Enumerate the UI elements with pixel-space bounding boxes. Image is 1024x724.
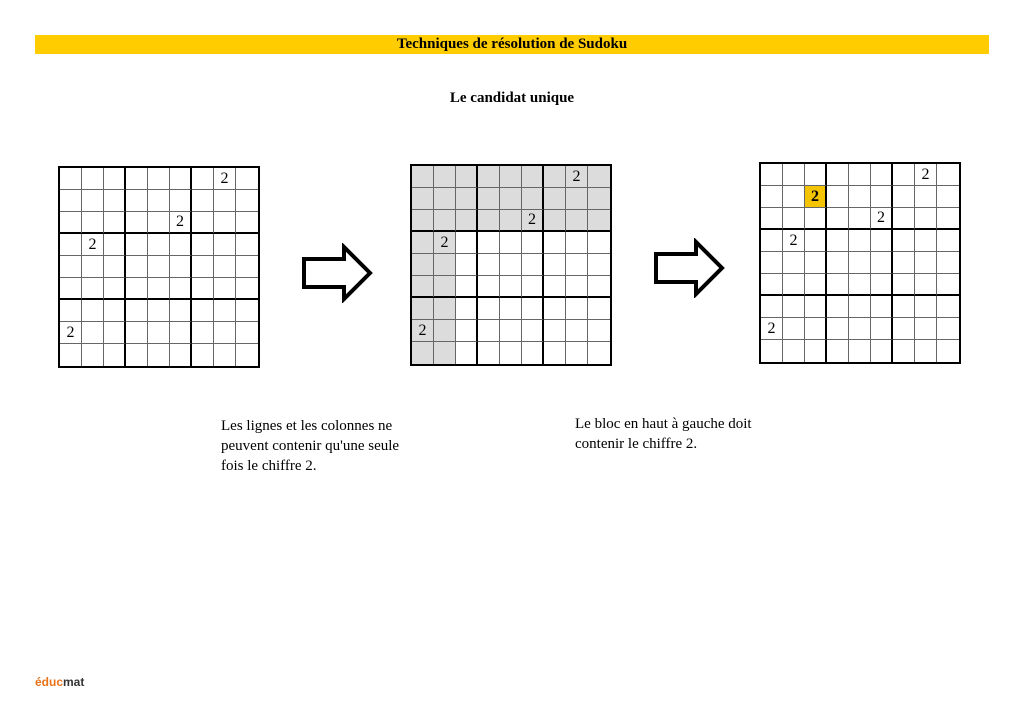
- sudoku-cell: [827, 252, 849, 274]
- sudoku-cell: [500, 210, 522, 232]
- sudoku-cell: [544, 166, 566, 188]
- sudoku-cell: [805, 296, 827, 318]
- sudoku-cell: [192, 344, 214, 366]
- sudoku-cell: [805, 208, 827, 230]
- sudoku-cell: [412, 254, 434, 276]
- sudoku-cell: [849, 274, 871, 296]
- sudoku-cell: [456, 166, 478, 188]
- sudoku-cell: [544, 276, 566, 298]
- sudoku-cell: [871, 186, 893, 208]
- sudoku-cell: [915, 230, 937, 252]
- sudoku-cell: [588, 232, 610, 254]
- sudoku-cell: [236, 212, 258, 234]
- sudoku-cell: [783, 186, 805, 208]
- sudoku-cell: [126, 190, 148, 212]
- sudoku-cell: [871, 164, 893, 186]
- sudoku-cell: [588, 342, 610, 364]
- sudoku-cell: [236, 234, 258, 256]
- sudoku-cell: [214, 234, 236, 256]
- sudoku-cell: [478, 276, 500, 298]
- sudoku-cell: [126, 278, 148, 300]
- sudoku-cell: [915, 318, 937, 340]
- sudoku-cell: [434, 320, 456, 342]
- sudoku-cell: [214, 322, 236, 344]
- sudoku-cell: [937, 164, 959, 186]
- sudoku-cell: [82, 300, 104, 322]
- sudoku-cell: [937, 230, 959, 252]
- sudoku-cell: [827, 186, 849, 208]
- sudoku-cell: [827, 274, 849, 296]
- sudoku-cell: [937, 318, 959, 340]
- sudoku-cell: [849, 252, 871, 274]
- sudoku-grid-shaded: [410, 164, 612, 366]
- sudoku-cell: [456, 298, 478, 320]
- sudoku-cell: [192, 190, 214, 212]
- sudoku-cell: [500, 254, 522, 276]
- sudoku-cell: [82, 256, 104, 278]
- sudoku-cell: [214, 278, 236, 300]
- logo-part-educ: éduc: [35, 675, 64, 689]
- sudoku-cell: [761, 186, 783, 208]
- sudoku-cell-given: 2: [783, 230, 805, 252]
- sudoku-cell: [827, 318, 849, 340]
- sudoku-cell-given: 2: [60, 322, 82, 344]
- sudoku-cell: [104, 300, 126, 322]
- sudoku-cell: [170, 168, 192, 190]
- sudoku-cell: [434, 276, 456, 298]
- sudoku-cell: [236, 300, 258, 322]
- sudoku-cell: [849, 318, 871, 340]
- educmat-logo: [35, 675, 84, 689]
- sudoku-cell: [478, 298, 500, 320]
- sudoku-cell: [566, 232, 588, 254]
- sudoku-cell: [148, 168, 170, 190]
- sudoku-cell: [937, 340, 959, 362]
- sudoku-cell: [522, 342, 544, 364]
- logo-part-mat: mat: [63, 675, 85, 689]
- sudoku-cell: [566, 254, 588, 276]
- sudoku-cell: [412, 342, 434, 364]
- sudoku-cell: [827, 164, 849, 186]
- sudoku-cell: [783, 318, 805, 340]
- sudoku-cell: [60, 168, 82, 190]
- sudoku-cell: [871, 296, 893, 318]
- sudoku-cell: [915, 296, 937, 318]
- page-title: Techniques de résolution de Sudoku: [396, 36, 628, 52]
- sudoku-cell: [170, 322, 192, 344]
- sudoku-cell: [500, 342, 522, 364]
- sudoku-cell: [937, 296, 959, 318]
- sudoku-cell: [60, 278, 82, 300]
- sudoku-cell: [522, 298, 544, 320]
- sudoku-cell: [148, 344, 170, 366]
- sudoku-cell: [126, 256, 148, 278]
- sudoku-cell: [170, 234, 192, 256]
- sudoku-cell: [104, 278, 126, 300]
- sudoku-cell-given: 2: [412, 320, 434, 342]
- sudoku-cell: [192, 256, 214, 278]
- sudoku-cell: [82, 322, 104, 344]
- sudoku-cell: [566, 276, 588, 298]
- sudoku-cell: [126, 212, 148, 234]
- sudoku-cell: [827, 340, 849, 362]
- sudoku-cell: [434, 298, 456, 320]
- sudoku-cell: [566, 188, 588, 210]
- sudoku-cell: [849, 208, 871, 230]
- sudoku-cell: [82, 190, 104, 212]
- sudoku-cell: [434, 254, 456, 276]
- sudoku-cell: [937, 274, 959, 296]
- sudoku-cell: [544, 320, 566, 342]
- sudoku-cell: [104, 256, 126, 278]
- sudoku-cell: [544, 298, 566, 320]
- arrow-right-icon: [652, 238, 727, 298]
- sudoku-cell: [148, 256, 170, 278]
- sudoku-cell: [456, 342, 478, 364]
- sudoku-cell: [893, 186, 915, 208]
- sudoku-cell: [148, 212, 170, 234]
- sudoku-cell: [915, 186, 937, 208]
- sudoku-cell-given: 2: [434, 232, 456, 254]
- sudoku-cell: [126, 322, 148, 344]
- sudoku-cell: [82, 212, 104, 234]
- sudoku-cell: [588, 276, 610, 298]
- sudoku-cell: [915, 208, 937, 230]
- sudoku-cell: [60, 344, 82, 366]
- sudoku-cell: [761, 208, 783, 230]
- sudoku-cell-given: 2: [761, 318, 783, 340]
- sudoku-cell: [522, 188, 544, 210]
- sudoku-cell: [893, 296, 915, 318]
- sudoku-cell: [893, 318, 915, 340]
- sudoku-cell: [192, 168, 214, 190]
- sudoku-cell-given: 2: [566, 166, 588, 188]
- sudoku-cell: [761, 252, 783, 274]
- sudoku-cell: [412, 232, 434, 254]
- sudoku-cell: [126, 234, 148, 256]
- sudoku-cell: [104, 344, 126, 366]
- sudoku-cell: [82, 168, 104, 190]
- sudoku-cell: [214, 190, 236, 212]
- sudoku-cell: [214, 212, 236, 234]
- sudoku-cell: [60, 190, 82, 212]
- sudoku-cell: [827, 296, 849, 318]
- sudoku-cell: [761, 274, 783, 296]
- sudoku-cell-given: 2: [82, 234, 104, 256]
- sudoku-cell: [126, 344, 148, 366]
- sudoku-cell: [871, 274, 893, 296]
- sudoku-cell: [893, 252, 915, 274]
- sudoku-cell: [893, 230, 915, 252]
- sudoku-cell: [500, 188, 522, 210]
- sudoku-cell: [544, 232, 566, 254]
- sudoku-cell: [434, 166, 456, 188]
- sudoku-grid-solved: [759, 162, 961, 364]
- sudoku-cell: [783, 296, 805, 318]
- sudoku-cell: [871, 252, 893, 274]
- sudoku-cell: [104, 322, 126, 344]
- sudoku-cell: [849, 230, 871, 252]
- sudoku-cell: [522, 254, 544, 276]
- sudoku-cell: [170, 190, 192, 212]
- sudoku-cell: [412, 166, 434, 188]
- sudoku-cell: [236, 344, 258, 366]
- sudoku-cell: [192, 278, 214, 300]
- sudoku-cell: [478, 342, 500, 364]
- sudoku-cell: [148, 300, 170, 322]
- sudoku-cell: [544, 254, 566, 276]
- sudoku-cell: [500, 298, 522, 320]
- sudoku-cell: [82, 344, 104, 366]
- sudoku-cell: [827, 230, 849, 252]
- sudoku-cell: [522, 166, 544, 188]
- sudoku-cell: [192, 234, 214, 256]
- sudoku-cell: [104, 234, 126, 256]
- sudoku-cell: [236, 322, 258, 344]
- sudoku-cell: [148, 322, 170, 344]
- sudoku-cell: [236, 256, 258, 278]
- sudoku-cell: [783, 164, 805, 186]
- sudoku-cell: [805, 318, 827, 340]
- sudoku-cell: [126, 300, 148, 322]
- sudoku-cell: [783, 340, 805, 362]
- sudoku-cell: [236, 278, 258, 300]
- sudoku-cell: [214, 256, 236, 278]
- sudoku-cell-given: 2: [915, 164, 937, 186]
- sudoku-cell-given: 2: [871, 208, 893, 230]
- sudoku-cell: [478, 320, 500, 342]
- sudoku-cell: [588, 320, 610, 342]
- sudoku-cell: [871, 340, 893, 362]
- sudoku-cell: [805, 164, 827, 186]
- sudoku-cell: [588, 254, 610, 276]
- sudoku-cell: [412, 298, 434, 320]
- sudoku-cell: [805, 340, 827, 362]
- sudoku-cell: [412, 210, 434, 232]
- sudoku-cell: [148, 278, 170, 300]
- sudoku-cell: [170, 300, 192, 322]
- sudoku-cell: [566, 210, 588, 232]
- sudoku-cell: [148, 190, 170, 212]
- sudoku-cell: [783, 252, 805, 274]
- arrow-right-icon: [300, 243, 375, 303]
- sudoku-cell: [412, 276, 434, 298]
- caption-block-result: Le bloc en haut à gauche doit contenir le chiffre 2.: [575, 416, 752, 452]
- sudoku-cell: [478, 188, 500, 210]
- sudoku-cell: [871, 318, 893, 340]
- sudoku-cell: [478, 166, 500, 188]
- sudoku-cell: [915, 252, 937, 274]
- caption-rows-columns: Les lignes et les colonnes ne peuvent contenir qu'une seule fois le chiffre 2.: [221, 418, 400, 474]
- sudoku-cell: [522, 276, 544, 298]
- page-title-banner: [35, 35, 989, 54]
- sudoku-cell: [827, 208, 849, 230]
- sudoku-cell: [761, 340, 783, 362]
- sudoku-cell: [456, 210, 478, 232]
- sudoku-cell: [588, 210, 610, 232]
- sudoku-cell: [104, 190, 126, 212]
- sudoku-cell: [192, 322, 214, 344]
- sudoku-cell: [500, 320, 522, 342]
- sudoku-cell: [236, 190, 258, 212]
- sudoku-cell: [893, 208, 915, 230]
- sudoku-cell: [434, 342, 456, 364]
- sudoku-cell: [236, 168, 258, 190]
- sudoku-cell: [544, 188, 566, 210]
- sudoku-cell: [170, 256, 192, 278]
- sudoku-cell: [915, 340, 937, 362]
- sudoku-cell: [170, 278, 192, 300]
- sudoku-cell: [82, 278, 104, 300]
- sudoku-cell: [805, 274, 827, 296]
- sudoku-cell: [456, 232, 478, 254]
- sudoku-cell: [60, 300, 82, 322]
- sudoku-cell: [937, 186, 959, 208]
- sudoku-cell: [544, 210, 566, 232]
- sudoku-cell: [761, 164, 783, 186]
- sudoku-cell: [805, 252, 827, 274]
- sudoku-cell: [478, 254, 500, 276]
- sudoku-cell: [456, 320, 478, 342]
- sudoku-cell: [893, 340, 915, 362]
- sudoku-cell: [588, 298, 610, 320]
- sudoku-cell: [893, 274, 915, 296]
- sudoku-cell: [893, 164, 915, 186]
- sudoku-cell: [544, 342, 566, 364]
- sudoku-cell: [849, 186, 871, 208]
- sudoku-cell: [456, 188, 478, 210]
- sudoku-cell: [60, 256, 82, 278]
- sudoku-cell: [566, 320, 588, 342]
- sudoku-cell: [412, 188, 434, 210]
- sudoku-cell: [783, 208, 805, 230]
- sudoku-grid-initial: [58, 166, 260, 368]
- sudoku-cell: [104, 168, 126, 190]
- sudoku-cell: [849, 164, 871, 186]
- sudoku-cell: [761, 296, 783, 318]
- sudoku-cell: [456, 254, 478, 276]
- sudoku-cell: [148, 234, 170, 256]
- sudoku-cell: [192, 212, 214, 234]
- sudoku-cell: [60, 234, 82, 256]
- sudoku-cell-given: 2: [170, 212, 192, 234]
- sudoku-cell: [478, 210, 500, 232]
- sudoku-cell-highlighted: 2: [805, 186, 827, 208]
- sudoku-cell: [126, 168, 148, 190]
- sudoku-cell: [214, 300, 236, 322]
- sudoku-cell-given: 2: [522, 210, 544, 232]
- sudoku-cell: [456, 276, 478, 298]
- sudoku-cell: [522, 320, 544, 342]
- sudoku-cell: [805, 230, 827, 252]
- sudoku-cell: [588, 166, 610, 188]
- sudoku-cell: [500, 276, 522, 298]
- sudoku-cell: [566, 342, 588, 364]
- sudoku-cell: [915, 274, 937, 296]
- sudoku-cell: [170, 344, 192, 366]
- sudoku-cell: [783, 274, 805, 296]
- sudoku-cell: [434, 210, 456, 232]
- sudoku-cell: [937, 208, 959, 230]
- sudoku-cell: [60, 212, 82, 234]
- sudoku-cell: [522, 232, 544, 254]
- sudoku-cell: [192, 300, 214, 322]
- sudoku-cell: [434, 188, 456, 210]
- sudoku-cell: [500, 232, 522, 254]
- sudoku-cell: [104, 212, 126, 234]
- sudoku-cell: [500, 166, 522, 188]
- sudoku-cell: [478, 232, 500, 254]
- sudoku-cell: [588, 188, 610, 210]
- sudoku-cell: [566, 298, 588, 320]
- section-subtitle: Le candidat unique: [449, 90, 575, 106]
- sudoku-cell: [937, 252, 959, 274]
- sudoku-cell: [214, 344, 236, 366]
- sudoku-cell-given: 2: [214, 168, 236, 190]
- sudoku-cell: [761, 230, 783, 252]
- sudoku-cell: [849, 296, 871, 318]
- sudoku-cell: [871, 230, 893, 252]
- sudoku-cell: [849, 340, 871, 362]
